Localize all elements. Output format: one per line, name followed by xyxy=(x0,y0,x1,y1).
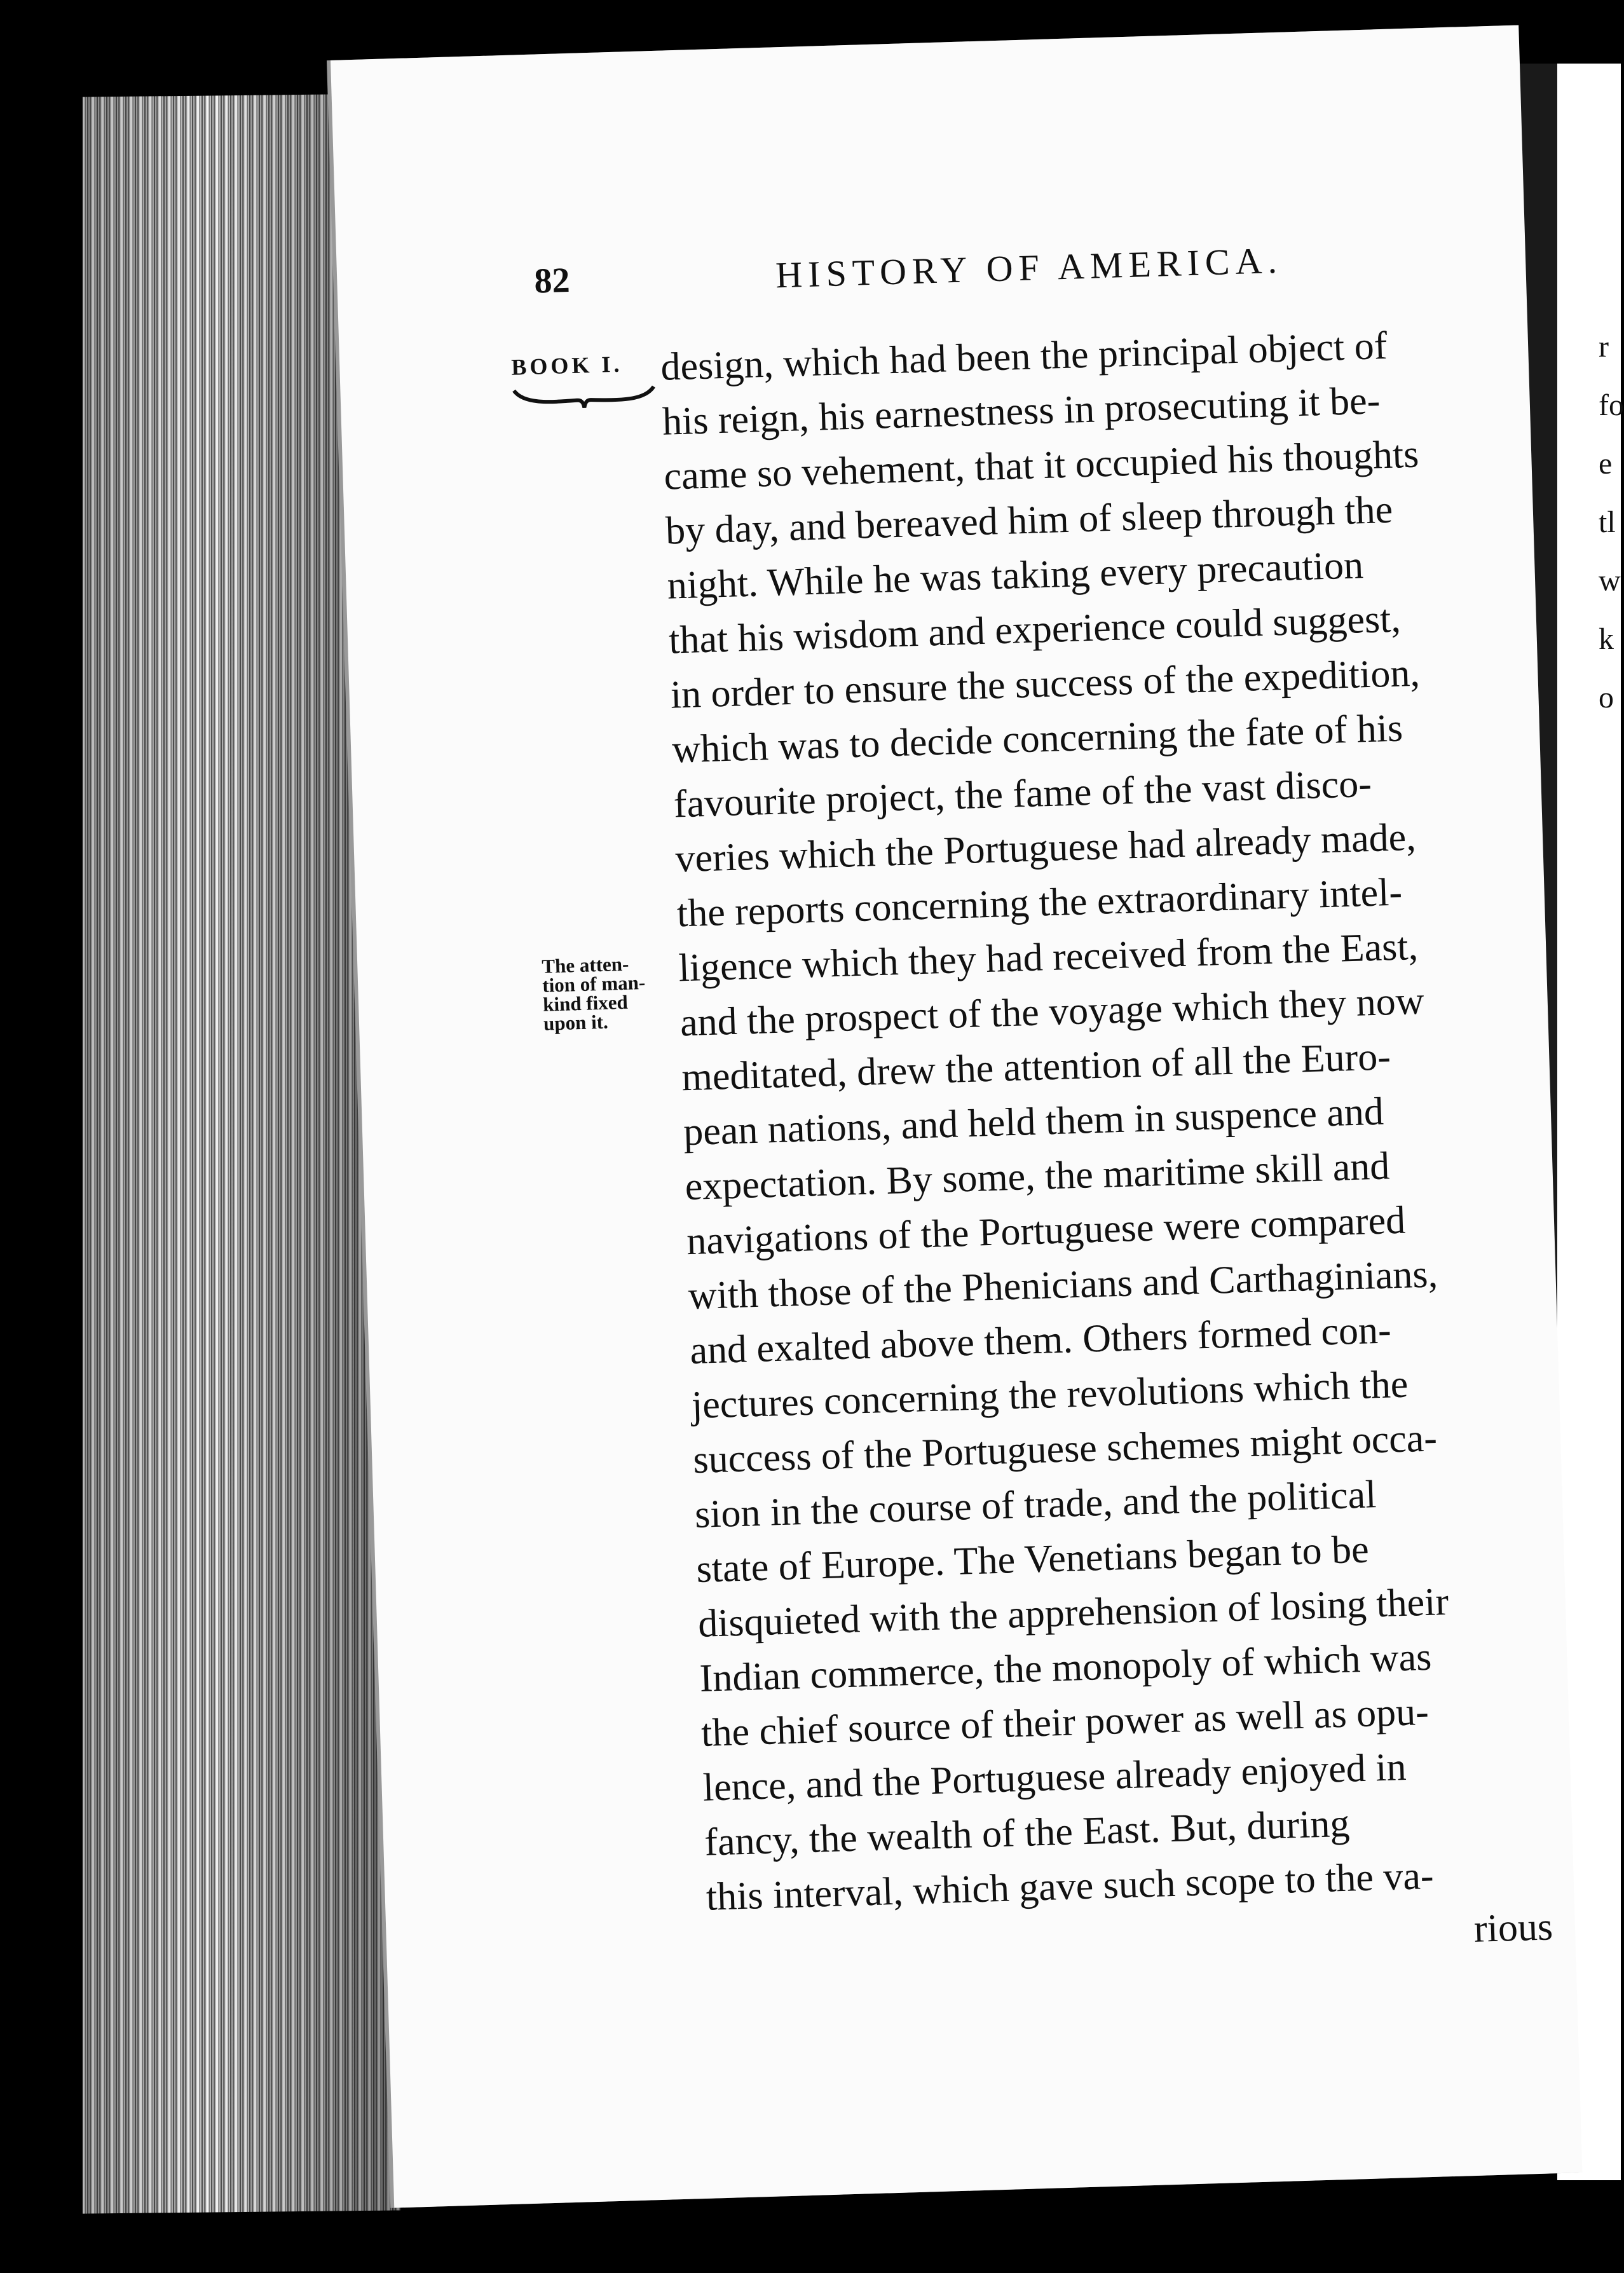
text-line: expectation. By some, the maritime skill and xyxy=(684,1144,1391,1209)
facing-fragment: e xyxy=(1599,447,1613,481)
text-line: and the prospect of the voyage which they now xyxy=(679,979,1425,1045)
text-line: pean nations, and held them in suspence and xyxy=(683,1089,1384,1154)
text-line: veries which the Portuguese had already made, xyxy=(674,815,1417,881)
marginal-note xyxy=(542,953,696,1034)
text-line: his reign, his earnestness in prosecuting it be- xyxy=(662,379,1381,444)
marginal-note-line: kind fixed xyxy=(542,990,629,1016)
text-line: and exalted above them. Others formed con- xyxy=(689,1308,1392,1373)
text-line: came so vehement, that it occupied his thoughts xyxy=(663,432,1420,498)
text-line: fancy, the wealth of the East. But, during xyxy=(704,1801,1351,1864)
text-line: jectures concerning the revolutions which the xyxy=(691,1362,1409,1428)
text-line: in order to ensure the success of the expedition, xyxy=(669,651,1421,717)
facing-fragment: r xyxy=(1599,330,1609,364)
facing-page-fragments xyxy=(1599,318,1624,727)
text-line: that his wisdom and experience could suggest, xyxy=(668,597,1402,662)
text-line: rious xyxy=(1473,1905,1553,1951)
text-line: the chief source of their power as well as opu- xyxy=(700,1689,1430,1755)
text-line: navigations of the Portuguese were compared xyxy=(686,1198,1407,1264)
text-line: lence, and the Portuguese already enjoyed in xyxy=(702,1745,1407,1810)
facing-fragment: tl xyxy=(1599,505,1616,539)
marginal-note-line: The atten- xyxy=(541,952,629,978)
text-line: favourite project, the fame of the vast disco- xyxy=(672,761,1372,826)
text-line: success of the Portuguese schemes might occa- xyxy=(692,1416,1438,1482)
page-number: 82 xyxy=(533,260,571,301)
text-line: disquieted with the apprehension of losing their xyxy=(697,1580,1449,1646)
facing-fragment: fo xyxy=(1599,388,1624,422)
brace-ornament xyxy=(510,381,657,411)
text-line: which was to decide concerning the fate of his xyxy=(671,706,1403,772)
facing-fragment: o xyxy=(1599,681,1614,714)
facing-fragment: k xyxy=(1599,622,1614,656)
book-marker: BOOK I. xyxy=(510,351,623,380)
body-text xyxy=(660,315,1553,1979)
text-line: this interval, which gave such scope to the va- xyxy=(705,1853,1435,1919)
book-page xyxy=(331,25,1582,2208)
text-line: the reports concerning the extraordinary intel- xyxy=(676,870,1403,936)
facing-fragment: w xyxy=(1599,564,1621,597)
text-line: design, which had been the principal object of xyxy=(660,324,1388,389)
marginal-note-line: upon it. xyxy=(543,1010,609,1035)
text-line: Indian commerce, the monopoly of which was xyxy=(699,1635,1433,1700)
text-line: meditated, drew the attention of all the Euro- xyxy=(681,1035,1391,1100)
text-line: night. While he was taking every precaution xyxy=(666,543,1364,608)
text-line: state of Europe. The Venetians began to be xyxy=(695,1527,1370,1591)
text-line: with those of the Phenicians and Carthaginians, xyxy=(687,1252,1438,1318)
text-line: ligence which they had received from the East, xyxy=(678,924,1419,990)
text-line: by day, and bereaved him of sleep through the xyxy=(665,488,1394,553)
marginal-note-line: tion of man- xyxy=(542,971,646,997)
running-title: HISTORY OF AMERICA. xyxy=(775,239,1283,296)
page-header xyxy=(534,234,1444,311)
text-line: sion in the course of trade, and the political xyxy=(694,1473,1377,1536)
